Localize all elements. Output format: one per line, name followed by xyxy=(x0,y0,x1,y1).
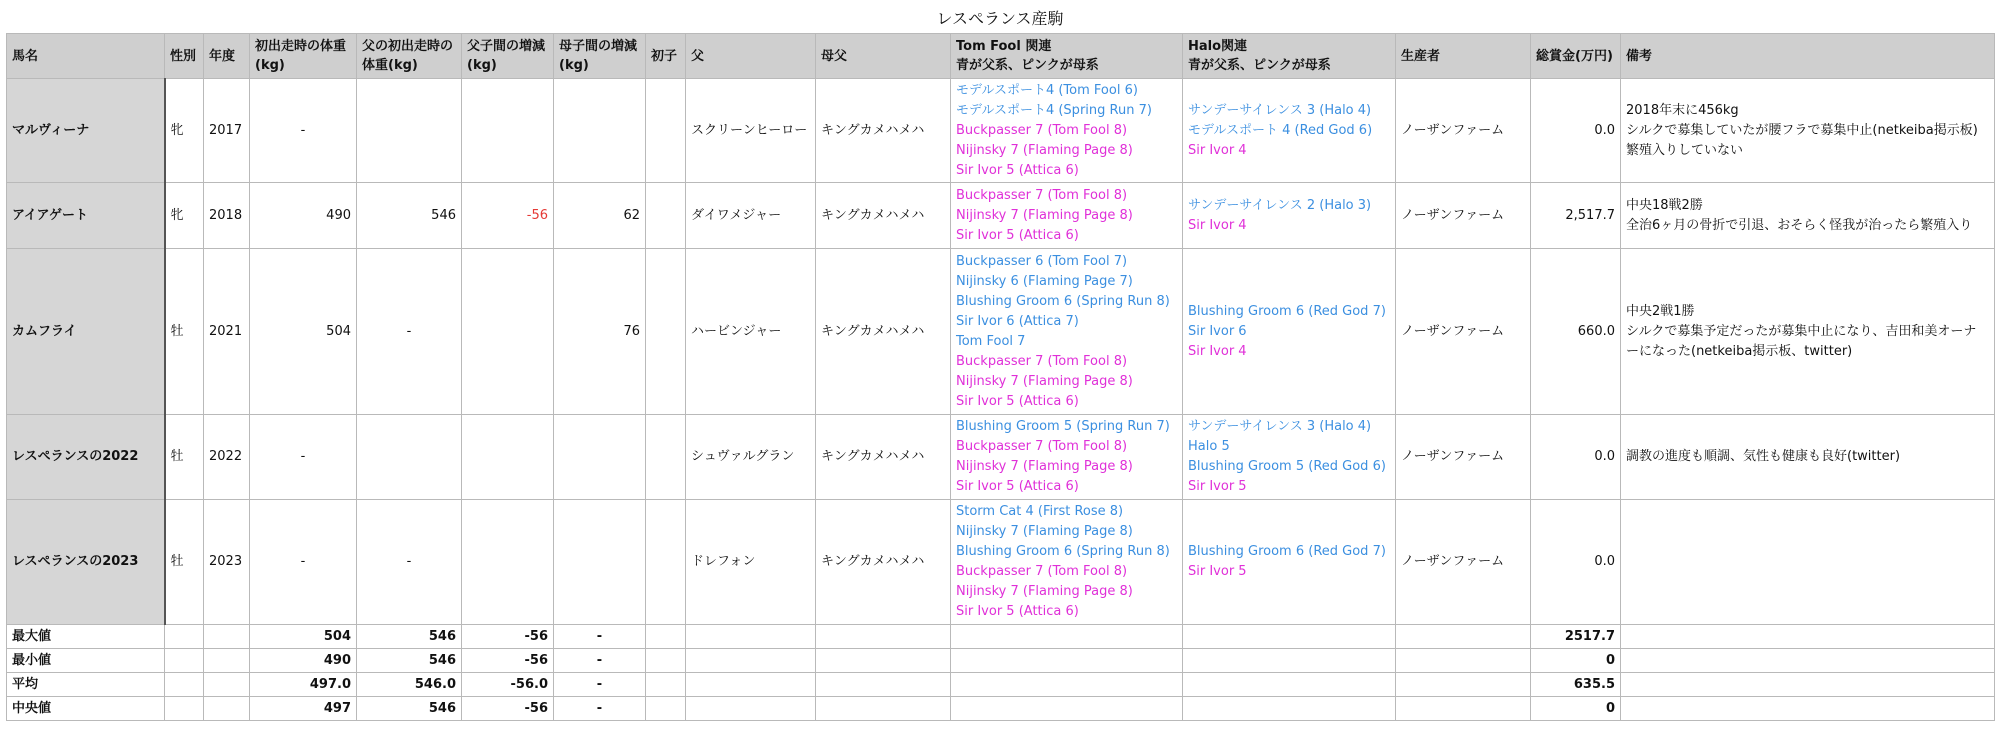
table-row xyxy=(7,500,1995,625)
cell-halo[interactable] xyxy=(1183,500,1396,625)
cell-prize[interactable]: 2,517.7 xyxy=(1531,183,1621,249)
header-tomfool-sub: 青が父系、ピンクが母系 xyxy=(956,58,1099,73)
pedigree-line: Tom Fool 7 xyxy=(956,333,1026,349)
pedigree-line: Sir Ivor 4 xyxy=(1188,343,1247,359)
pedigree-line: Sir Ivor 4 xyxy=(1188,217,1247,233)
note-line: 繁殖入りしていない xyxy=(1626,142,1744,158)
stat-empty[interactable] xyxy=(1183,697,1396,721)
stat-empty[interactable] xyxy=(816,673,951,697)
cell-name[interactable]: レスペランスの2022 xyxy=(7,415,165,500)
pedigree-line: Nijinsky 7 (Flaming Page 8) xyxy=(956,459,1133,474)
header-weight[interactable]: 初出走時の体重(kg) xyxy=(250,34,357,79)
cell-sex[interactable]: 牝 xyxy=(165,183,204,249)
pedigree-line: Blushing Groom 5 (Spring Run 7) xyxy=(956,419,1170,434)
cell-sire-diff[interactable] xyxy=(462,79,554,183)
cell-prize[interactable]: 0.0 xyxy=(1531,415,1621,500)
stat-sire-diff[interactable]: -56.0 xyxy=(462,673,554,697)
stat-prize[interactable]: 0 xyxy=(1531,649,1621,673)
cell-sire[interactable]: ドレフォン xyxy=(686,500,816,625)
cell-year[interactable]: 2022 xyxy=(204,415,250,500)
stat-dam-diff[interactable]: - xyxy=(554,649,646,673)
cell-breeder[interactable]: ノーザンファーム xyxy=(1396,79,1531,183)
stat-empty[interactable] xyxy=(816,697,951,721)
pedigree-line: Sir Ivor 6 xyxy=(1188,323,1247,339)
cell-sire-weight[interactable]: - xyxy=(357,500,462,625)
pedigree-line: Sir Ivor 5 (Attica 6) xyxy=(956,162,1079,178)
cell-name[interactable]: アイアゲート xyxy=(7,183,165,249)
stat-empty[interactable] xyxy=(646,673,686,697)
stats-row xyxy=(7,697,1995,721)
stat-sex[interactable] xyxy=(165,625,204,649)
pedigree-line: Sir Ivor 5 xyxy=(1188,479,1247,494)
stat-label[interactable]: 最大値 xyxy=(7,625,165,649)
header-row xyxy=(7,34,1995,79)
cell-sire-diff[interactable]: -56 xyxy=(462,183,554,249)
cell-sire-weight[interactable] xyxy=(357,415,462,500)
stat-notes[interactable] xyxy=(1621,625,1995,649)
cell-notes[interactable] xyxy=(1621,415,1995,500)
pedigree-line: Buckpasser 7 (Tom Fool 8) xyxy=(956,187,1128,203)
pedigree-line: Sir Ivor 5 xyxy=(1188,564,1247,579)
note-line: シルクで募集予定だったが募集中止になり、吉田和美オーナ xyxy=(1626,323,1977,339)
cell-damsire[interactable]: キングカメハメハ xyxy=(816,500,951,625)
header-sire[interactable]: 父 xyxy=(686,34,816,79)
stats-row xyxy=(7,673,1995,697)
cell-sire-diff[interactable] xyxy=(462,415,554,500)
stat-empty[interactable] xyxy=(1396,673,1531,697)
header-notes[interactable]: 備考 xyxy=(1621,34,1995,79)
header-halo-label: Halo関連 xyxy=(1188,39,1248,54)
stat-empty[interactable] xyxy=(686,697,816,721)
cell-sire-weight[interactable] xyxy=(357,79,462,183)
stat-empty[interactable] xyxy=(686,625,816,649)
pedigree-line: Sir Ivor 5 (Attica 6) xyxy=(956,393,1079,409)
cell-sire[interactable]: ダイワメジャー xyxy=(686,183,816,249)
pedigree-line: Buckpasser 7 (Tom Fool 8) xyxy=(956,564,1128,579)
stat-empty[interactable] xyxy=(646,697,686,721)
header-tomfool-label: Tom Fool 関連 xyxy=(956,39,1052,54)
stat-empty[interactable] xyxy=(1396,625,1531,649)
stat-empty[interactable] xyxy=(1183,649,1396,673)
note-line: 2018年末に456kg xyxy=(1626,102,1739,118)
stat-empty[interactable] xyxy=(1396,649,1531,673)
stat-prize[interactable]: 635.5 xyxy=(1531,673,1621,697)
cell-year[interactable]: 2018 xyxy=(204,183,250,249)
stat-empty[interactable] xyxy=(646,625,686,649)
stat-weight[interactable]: 504 xyxy=(250,625,357,649)
cell-first[interactable] xyxy=(646,415,686,500)
stat-sire-diff[interactable]: -56 xyxy=(462,697,554,721)
cell-name[interactable]: マルヴィーナ xyxy=(7,79,165,183)
header-sire-weight[interactable]: 父の初出走時の体重(kg) xyxy=(357,34,462,79)
cell-halo[interactable] xyxy=(1183,183,1396,249)
cell-sire[interactable]: スクリーンヒーロー xyxy=(686,79,816,183)
stat-empty[interactable] xyxy=(1396,697,1531,721)
header-year[interactable]: 年度 xyxy=(204,34,250,79)
stat-year[interactable] xyxy=(204,649,250,673)
stats-row xyxy=(7,625,1995,649)
cell-name[interactable]: レスペランスの2023 xyxy=(7,500,165,625)
note-line: シルクで募集していたが腰フラで募集中止(netkeiba掲示板) xyxy=(1626,122,1978,138)
cell-breeder[interactable]: ノーザンファーム xyxy=(1396,183,1531,249)
header-damsire[interactable]: 母父 xyxy=(816,34,951,79)
stat-sire-weight[interactable]: 546.0 xyxy=(357,673,462,697)
stat-weight[interactable]: 497.0 xyxy=(250,673,357,697)
cell-notes[interactable] xyxy=(1621,500,1995,625)
stat-sex[interactable] xyxy=(165,697,204,721)
cell-sire-diff[interactable] xyxy=(462,500,554,625)
stat-empty[interactable] xyxy=(951,649,1183,673)
pedigree-line: Buckpasser 6 (Tom Fool 7) xyxy=(956,253,1128,269)
cell-name[interactable]: カムフライ xyxy=(7,249,165,415)
stat-sire-weight[interactable]: 546 xyxy=(357,649,462,673)
pedigree-line: Nijinsky 7 (Flaming Page 8) xyxy=(956,524,1133,539)
stat-prize[interactable]: 0 xyxy=(1531,697,1621,721)
note-line: 調教の進度も順調、気性も健康も良好(twitter) xyxy=(1626,449,1901,464)
stat-notes[interactable] xyxy=(1621,673,1995,697)
pedigree-line: Nijinsky 6 (Flaming Page 7) xyxy=(956,273,1133,289)
cell-notes[interactable] xyxy=(1621,249,1995,415)
stat-dam-diff[interactable]: - xyxy=(554,625,646,649)
cell-tomfool[interactable] xyxy=(951,415,1183,500)
stat-empty[interactable] xyxy=(1183,625,1396,649)
pedigree-line: Nijinsky 7 (Flaming Page 8) xyxy=(956,142,1133,158)
stats-row xyxy=(7,649,1995,673)
stat-sire-diff[interactable]: -56 xyxy=(462,649,554,673)
pedigree-line: Nijinsky 7 (Flaming Page 8) xyxy=(956,373,1133,389)
header-first[interactable]: 初子 xyxy=(646,34,686,79)
stat-sire-weight[interactable]: 546 xyxy=(357,625,462,649)
pedigree-line: Sir Ivor 5 (Attica 6) xyxy=(956,604,1079,619)
pedigree-line: サンデーサイレンス 2 (Halo 3) xyxy=(1188,197,1372,213)
header-tomfool[interactable] xyxy=(951,34,1183,79)
cell-sire-weight[interactable]: 546 xyxy=(357,183,462,249)
header-prize[interactable]: 総賞金(万円) xyxy=(1531,34,1621,79)
cell-damsire[interactable]: キングカメハメハ xyxy=(816,183,951,249)
stat-label[interactable]: 中央値 xyxy=(7,697,165,721)
stat-empty[interactable] xyxy=(951,697,1183,721)
cell-year[interactable]: 2017 xyxy=(204,79,250,183)
pedigree-line: サンデーサイレンス 3 (Halo 4) xyxy=(1188,419,1372,434)
cell-sex[interactable]: 牡 xyxy=(165,500,204,625)
cell-dam-diff[interactable]: 62 xyxy=(554,183,646,249)
cell-breeder[interactable]: ノーザンファーム xyxy=(1396,249,1531,415)
cell-sire[interactable]: シュヴァルグラン xyxy=(686,415,816,500)
cell-damsire[interactable]: キングカメハメハ xyxy=(816,249,951,415)
stat-year[interactable] xyxy=(204,697,250,721)
cell-sex[interactable]: 牝 xyxy=(165,79,204,183)
stat-weight[interactable]: 490 xyxy=(250,649,357,673)
pedigree-line: Sir Ivor 6 (Attica 7) xyxy=(956,313,1079,329)
stat-dam-diff[interactable]: - xyxy=(554,697,646,721)
pedigree-line: Blushing Groom 6 (Spring Run 8) xyxy=(956,544,1170,559)
pedigree-line: Nijinsky 7 (Flaming Page 8) xyxy=(956,584,1133,599)
cell-sire-diff[interactable] xyxy=(462,249,554,415)
cell-halo[interactable] xyxy=(1183,415,1396,500)
pedigree-line: Buckpasser 7 (Tom Fool 8) xyxy=(956,122,1128,138)
stat-empty[interactable] xyxy=(816,649,951,673)
pedigree-line: Blushing Groom 6 (Red God 7) xyxy=(1188,544,1386,559)
stat-empty[interactable] xyxy=(686,673,816,697)
cell-sire-weight[interactable]: - xyxy=(357,249,462,415)
stat-label[interactable]: 平均 xyxy=(7,673,165,697)
table-row xyxy=(7,415,1995,500)
stat-sex[interactable] xyxy=(165,673,204,697)
cell-first[interactable] xyxy=(646,79,686,183)
header-breeder[interactable]: 生産者 xyxy=(1396,34,1531,79)
pedigree-line: モデルスポート4 (Spring Run 7) xyxy=(956,102,1152,118)
cell-weight[interactable]: 490 xyxy=(250,183,357,249)
cell-sex[interactable]: 牡 xyxy=(165,249,204,415)
table-row xyxy=(7,249,1995,415)
stat-empty[interactable] xyxy=(686,649,816,673)
note-line: 全治6ヶ月の骨折で引退、おそらく怪我が治ったら繁殖入り xyxy=(1626,217,1973,233)
pedigree-line: Sir Ivor 5 (Attica 6) xyxy=(956,479,1079,494)
pedigree-line: Nijinsky 7 (Flaming Page 8) xyxy=(956,207,1133,223)
stat-empty[interactable] xyxy=(816,625,951,649)
stat-sire-weight[interactable]: 546 xyxy=(357,697,462,721)
cell-tomfool[interactable] xyxy=(951,79,1183,183)
cell-weight[interactable]: 504 xyxy=(250,249,357,415)
stat-notes[interactable] xyxy=(1621,649,1995,673)
cell-tomfool[interactable] xyxy=(951,249,1183,415)
stat-prize[interactable]: 2517.7 xyxy=(1531,625,1621,649)
pedigree-line: モデルスポート4 (Tom Fool 6) xyxy=(956,82,1138,98)
stat-sire-diff[interactable]: -56 xyxy=(462,625,554,649)
pedigree-line: Blushing Groom 6 (Spring Run 8) xyxy=(956,293,1170,309)
pedigree-line: Buckpasser 7 (Tom Fool 8) xyxy=(956,353,1128,369)
stat-empty[interactable] xyxy=(951,673,1183,697)
stat-sex[interactable] xyxy=(165,649,204,673)
cell-notes[interactable] xyxy=(1621,183,1995,249)
cell-sire[interactable]: ハービンジャー xyxy=(686,249,816,415)
cell-tomfool[interactable] xyxy=(951,183,1183,249)
stat-weight[interactable]: 497 xyxy=(250,697,357,721)
pedigree-line: モデルスポート 4 (Red God 6) xyxy=(1188,122,1373,138)
cell-damsire[interactable]: キングカメハメハ xyxy=(816,415,951,500)
stat-year[interactable] xyxy=(204,625,250,649)
header-sire-diff[interactable]: 父子間の増減(kg) xyxy=(462,34,554,79)
stat-dam-diff[interactable]: - xyxy=(554,673,646,697)
cell-damsire[interactable]: キングカメハメハ xyxy=(816,79,951,183)
cell-first[interactable] xyxy=(646,249,686,415)
cell-halo[interactable] xyxy=(1183,249,1396,415)
stat-empty[interactable] xyxy=(951,625,1183,649)
cell-dam-diff[interactable] xyxy=(554,500,646,625)
cell-sex[interactable]: 牡 xyxy=(165,415,204,500)
pedigree-line: Blushing Groom 5 (Red God 6) xyxy=(1188,459,1386,474)
header-halo-sub: 青が父系、ピンクが母系 xyxy=(1188,58,1331,73)
cell-breeder[interactable]: ノーザンファーム xyxy=(1396,500,1531,625)
cell-dam-diff[interactable] xyxy=(554,415,646,500)
note-line: 中央2戦1勝 xyxy=(1626,303,1695,319)
pedigree-line: Blushing Groom 6 (Red God 7) xyxy=(1188,303,1386,319)
header-sex[interactable]: 性別 xyxy=(165,34,204,79)
cell-halo[interactable] xyxy=(1183,79,1396,183)
cell-first[interactable] xyxy=(646,183,686,249)
note-line: 中央18戦2勝 xyxy=(1626,197,1703,213)
stat-empty[interactable] xyxy=(1183,673,1396,697)
cell-prize[interactable]: 660.0 xyxy=(1531,249,1621,415)
note-line: ーになった(netkeiba掲示板、twitter) xyxy=(1626,343,1853,359)
progeny-table xyxy=(6,33,1995,721)
cell-dam-diff[interactable]: 76 xyxy=(554,249,646,415)
header-name[interactable]: 馬名 xyxy=(7,34,165,79)
pedigree-line: Buckpasser 7 (Tom Fool 8) xyxy=(956,439,1128,454)
header-halo[interactable] xyxy=(1183,34,1396,79)
cell-breeder[interactable]: ノーザンファーム xyxy=(1396,415,1531,500)
sheet-title: レスペランス産駒 xyxy=(936,9,1064,28)
cell-first[interactable] xyxy=(646,500,686,625)
cell-prize[interactable]: 0.0 xyxy=(1531,500,1621,625)
stat-empty[interactable] xyxy=(646,649,686,673)
pedigree-line: Sir Ivor 5 (Attica 6) xyxy=(956,227,1079,243)
cell-dam-diff[interactable] xyxy=(554,79,646,183)
pedigree-line: サンデーサイレンス 3 (Halo 4) xyxy=(1188,102,1372,118)
cell-weight[interactable]: - xyxy=(250,415,357,500)
cell-prize[interactable]: 0.0 xyxy=(1531,79,1621,183)
table-row xyxy=(7,183,1995,249)
table-row xyxy=(7,79,1995,183)
pedigree-line: Halo 5 xyxy=(1188,439,1230,454)
stat-notes[interactable] xyxy=(1621,697,1995,721)
cell-tomfool[interactable] xyxy=(951,500,1183,625)
header-dam-diff[interactable]: 母子間の増減(kg) xyxy=(554,34,646,79)
stat-year[interactable] xyxy=(204,673,250,697)
pedigree-line: Storm Cat 4 (First Rose 8) xyxy=(956,504,1124,519)
cell-weight[interactable]: - xyxy=(250,79,357,183)
cell-notes[interactable] xyxy=(1621,79,1995,183)
cell-year[interactable]: 2021 xyxy=(204,249,250,415)
pedigree-line: Sir Ivor 4 xyxy=(1188,142,1247,158)
stat-label[interactable]: 最小値 xyxy=(7,649,165,673)
cell-weight[interactable]: - xyxy=(250,500,357,625)
cell-year[interactable]: 2023 xyxy=(204,500,250,625)
